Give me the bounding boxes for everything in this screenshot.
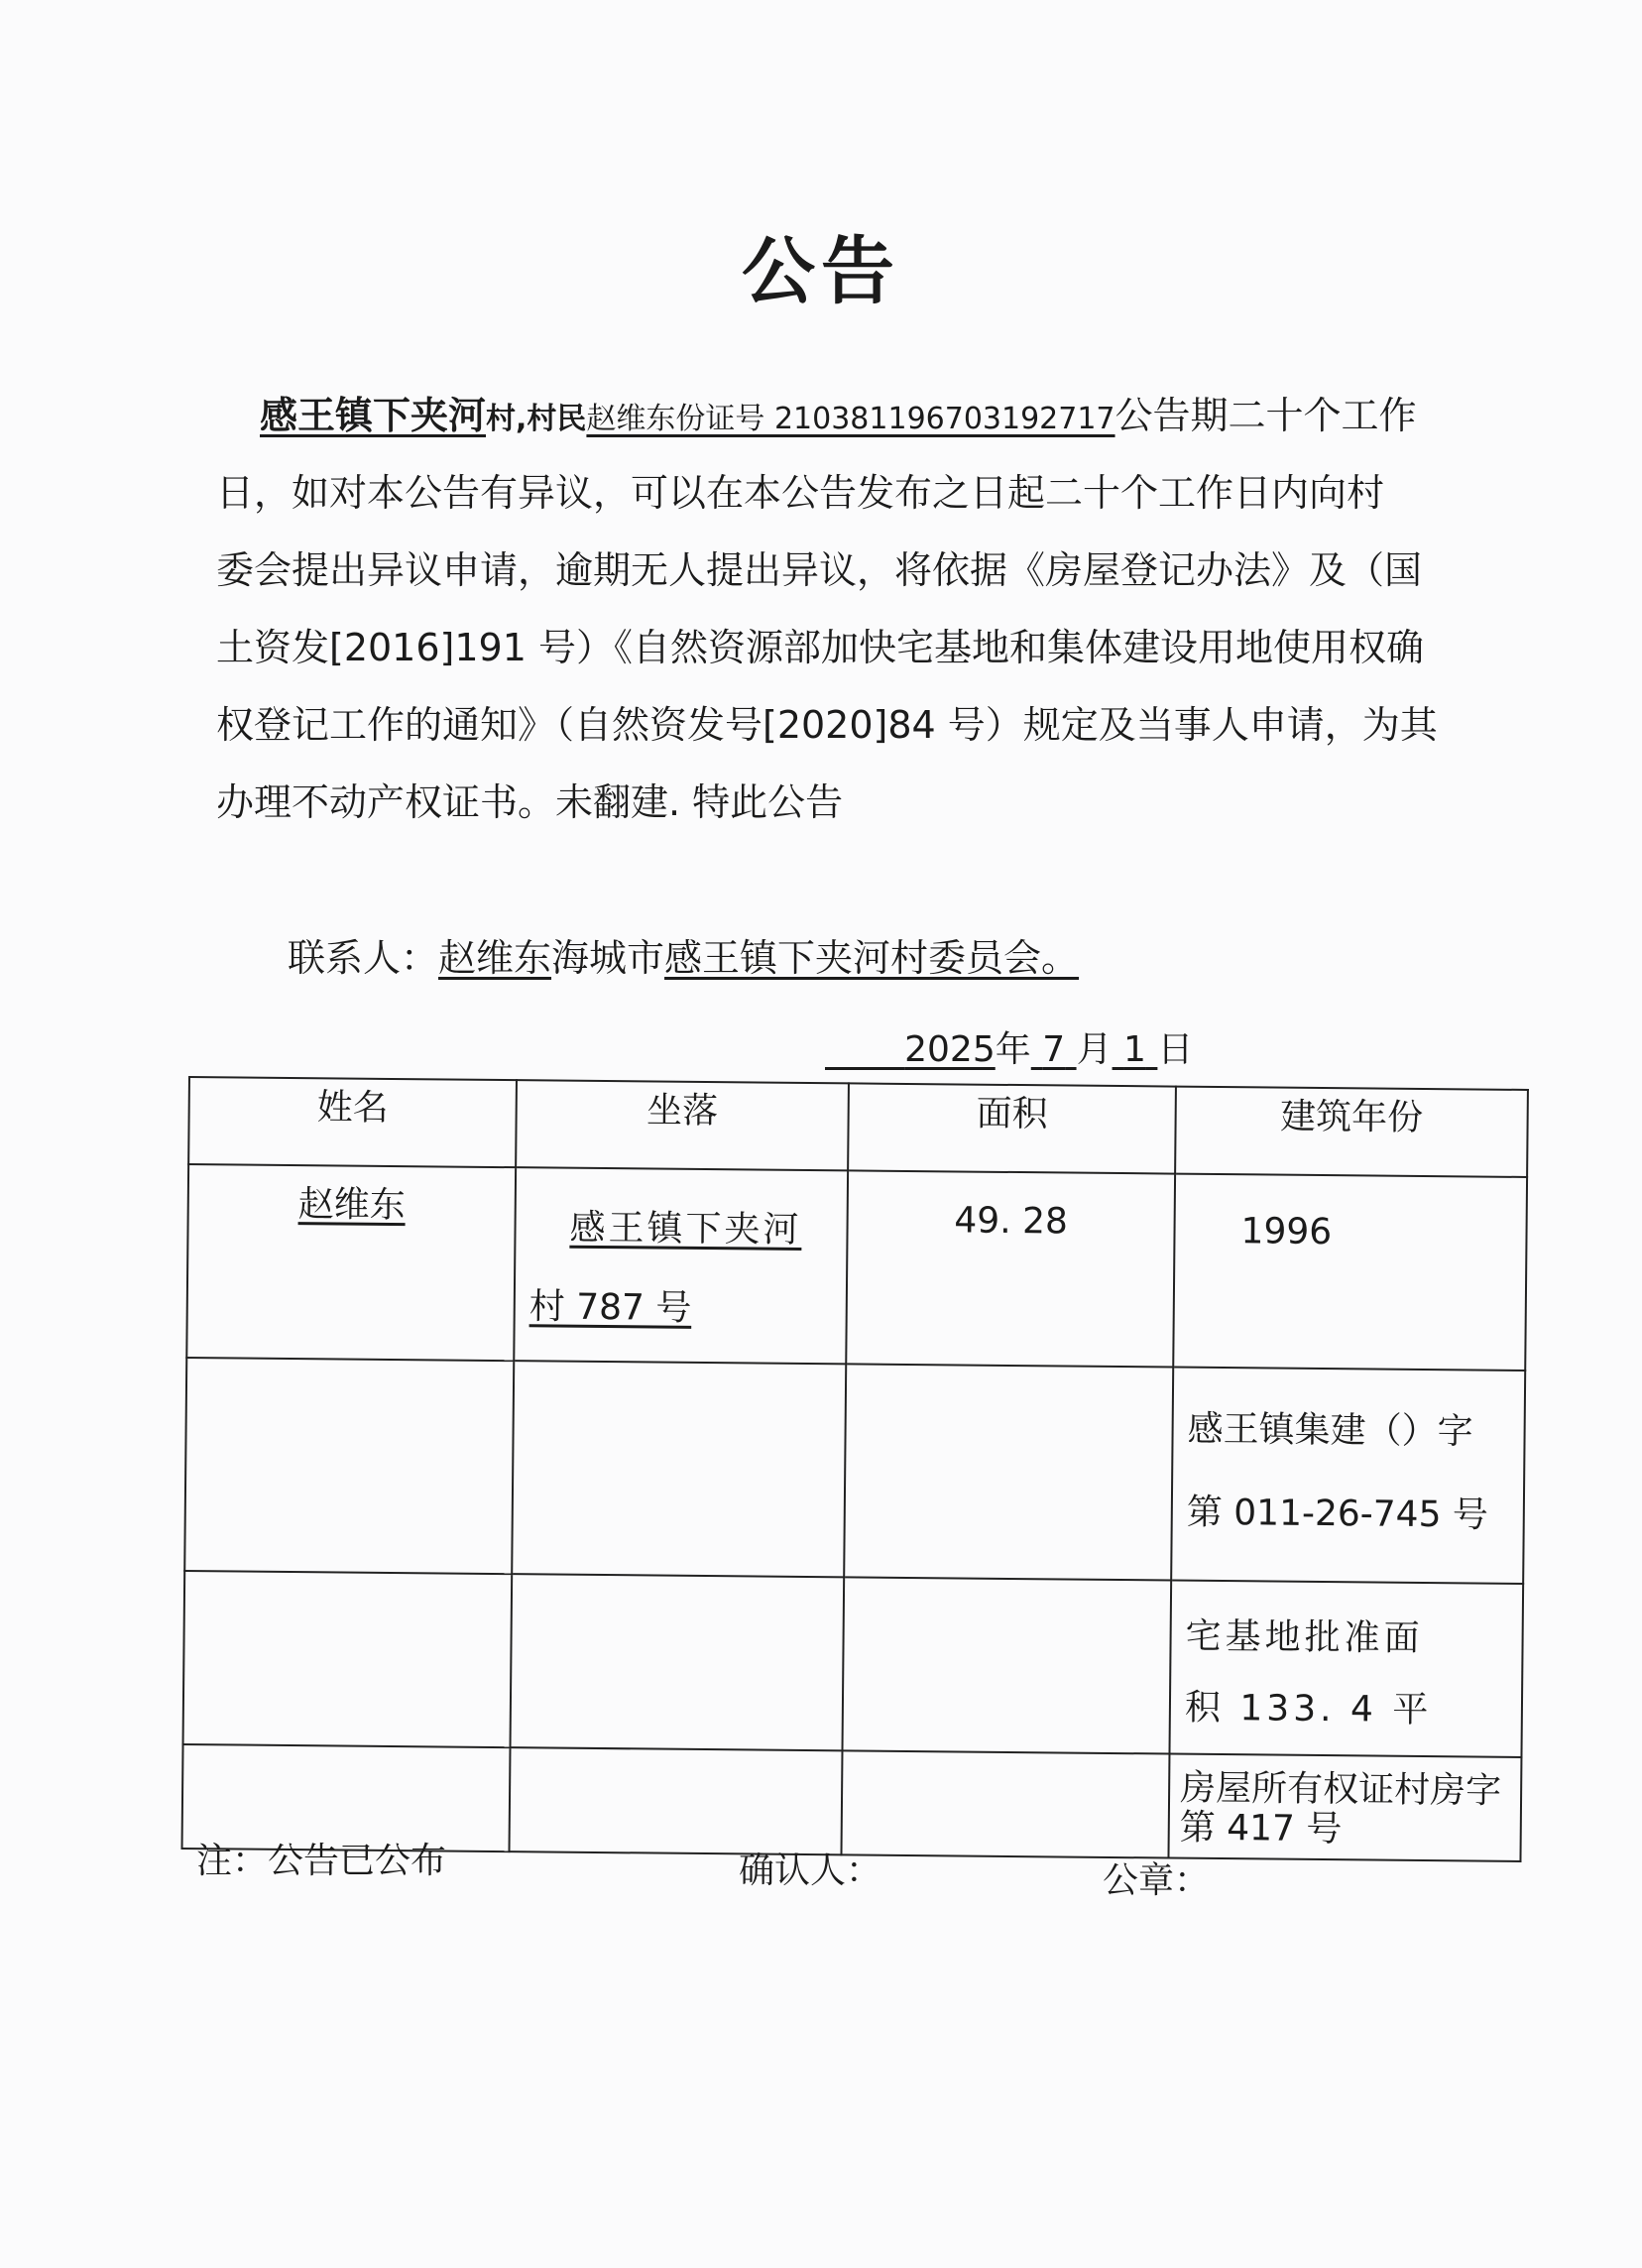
header-location: 坐落	[516, 1080, 849, 1170]
cell-empty	[511, 1574, 845, 1750]
property-table	[181, 1076, 1529, 1862]
cell-location: 感王镇下夹河 村 787 号	[514, 1167, 848, 1364]
footer-note: 注：公告已公布	[196, 1841, 447, 1881]
table-header-row	[188, 1077, 1528, 1177]
paragraph-line-4: 土资发[2016]191 号）《自然资源部加快宅基地和集体建设用地使用权确	[216, 626, 1424, 669]
table-row	[184, 1358, 1525, 1584]
table-row	[186, 1164, 1527, 1371]
cell-owner-name: 赵维东	[186, 1164, 516, 1361]
date-year-unit: 年	[995, 1029, 1031, 1070]
contact-line	[288, 927, 1079, 982]
cell-house-certificate: 房屋所有权证村房字 第 417 号	[1168, 1754, 1521, 1861]
paragraph-line-1-tail: 公告期二十个工作	[1114, 394, 1417, 437]
cell-area: 49. 28	[846, 1170, 1175, 1367]
cell-build-year: 1996	[1173, 1174, 1527, 1371]
document-title: 公告	[742, 229, 900, 314]
date-month-unit: 月	[1076, 1029, 1113, 1070]
notice-date	[825, 1021, 1193, 1072]
cell-empty	[183, 1571, 513, 1747]
contact-label: 联系人：	[288, 936, 439, 980]
footer-confirmer: 确认人：	[739, 1850, 882, 1891]
notice-paragraph	[216, 377, 1436, 841]
cell-homestead-area: 宅基地批准面 积 133. 4 平	[1169, 1581, 1523, 1757]
cell-empty	[844, 1364, 1173, 1580]
paragraph-line-1	[216, 377, 1436, 454]
town-name: 感王镇下夹河	[260, 394, 487, 437]
paragraph-line-3: 委会提出异议申请，逾期无人提出异议，将依据《房屋登记办法》及（国	[216, 548, 1423, 592]
paragraph-line-2: 日，如对本公告有异议，可以在本公告发布之日起二十个工作日内向村	[216, 471, 1385, 515]
table-row	[183, 1571, 1524, 1757]
cell-empty	[842, 1577, 1171, 1753]
date-day-unit: 日	[1157, 1029, 1194, 1070]
date-month: 7	[1042, 1029, 1066, 1070]
paragraph-line-5: 权登记工作的通知》（自然资发号[2020]84 号）规定及当事人申请，为其	[216, 703, 1438, 747]
cell-empty	[841, 1750, 1169, 1857]
footer-seal: 公章：	[1103, 1860, 1211, 1901]
date-day: 1	[1123, 1029, 1146, 1070]
contact-person: 赵维东	[438, 936, 552, 980]
cell-empty	[510, 1747, 843, 1854]
cell-empty	[512, 1361, 846, 1577]
paragraph-line-6: 办理不动产权证书。未翻建. 特此公告	[216, 780, 844, 824]
header-build-year: 建筑年份	[1175, 1087, 1528, 1177]
cell-empty	[184, 1358, 514, 1574]
date-year: 2025	[904, 1029, 996, 1070]
villager-id: 赵维东份证号 210381196703192717	[586, 402, 1115, 436]
villager-prefix: 村民	[527, 402, 587, 436]
header-name: 姓名	[188, 1077, 517, 1167]
header-area: 面积	[848, 1083, 1176, 1173]
contact-committee: 感王镇下夹河村委员会。	[664, 936, 1080, 980]
village-suffix: 村,	[486, 402, 528, 436]
contact-city: 海城市	[551, 936, 665, 980]
cell-land-certificate: 感王镇集建（）字 第 011-26-745 号	[1171, 1368, 1525, 1584]
